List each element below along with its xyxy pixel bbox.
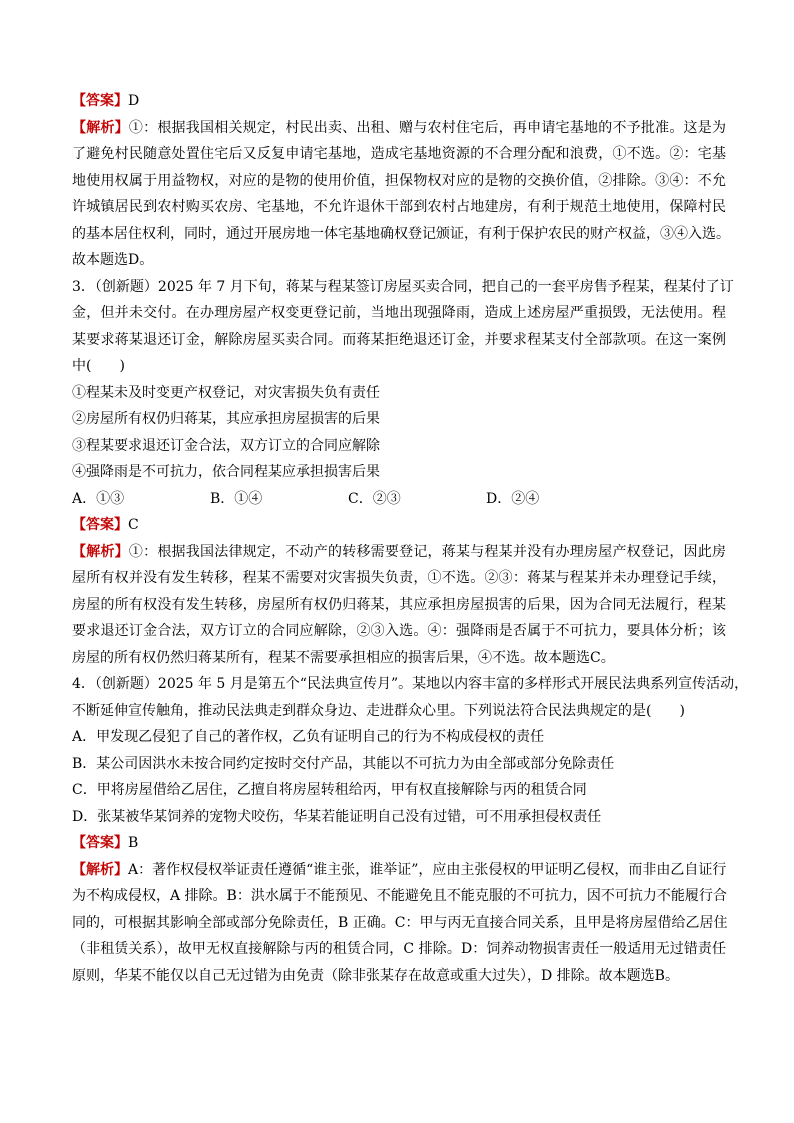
- q3-analysis-line: 房屋的所有权仍然归蒋某所有，程某不需要承担相应的损害后果，④不选。故本题选C。: [72, 649, 615, 666]
- q4-option-a: A．甲发现乙侵犯了自己的著作权，乙负有证明自己的行为不构成侵权的责任: [72, 729, 545, 745]
- q3-stem-line: 某要求蒋某退还订金，解除房屋买卖合同。而蒋某拒绝退还订金，并要求程某支付全部款项。在这一案例: [72, 331, 726, 348]
- q3-statement: ①程某未及时变更产权登记，对灾害损失负有责任: [72, 384, 380, 401]
- q3-statement: ④强降雨是不可抗力，依合同程某应承担损害后果: [72, 464, 380, 480]
- q2-analysis-line: 的基本居住权利，同时，通过开展房地一体宅基地确权登记颁证，有利于保护农民的财产权益，③④入选。: [72, 225, 730, 242]
- q2-analysis-line: 【解析】①：根据我国相关规定，村民出卖、出租、赠与农村住宅后，再申请宅基地的不予批准。这是为: [72, 119, 726, 136]
- q3-answer: 【答案】C: [72, 517, 139, 533]
- q3-statement: ③程某要求退还订金合法，双方订立的合同应解除: [72, 437, 380, 454]
- q2-answer: 【答案】D: [72, 93, 140, 109]
- q4-option-d: D．张某被华某饲养的宠物犬咬伤，华某若能证明自己没有过错，可不用承担侵权责任: [72, 808, 602, 825]
- q2-analysis-line: 故本题选D。: [72, 252, 154, 268]
- q2-analysis-line: 许城镇居民到农村购买农房、宅基地，不允许退休干部到农村占地建房，有利于规范土地使用，保障村民: [72, 199, 726, 215]
- q4-analysis-line: 【解析】A：著作权侵权举证责任遵循“谁主张，谁举证”，应由主张侵权的甲证明乙侵权，而非由乙自证行: [72, 861, 727, 878]
- q3-option-d: D．②④: [486, 490, 540, 507]
- q3-analysis-line: 房屋的所有权没有发生转移，房屋所有权仍归蒋某，其应承担房屋损害的后果，因为合同无法履行，程某: [72, 596, 726, 613]
- q4-stem-line: 4．（创新题）2025 年 5 月是第五个“民法典宣传月”。某地以内容丰富的多样形式开展民法典系列宣传活动，: [72, 676, 749, 692]
- q3-analysis-line: 要求退还订金合法，双方订立的合同应解除，②③入选。④：强降雨是否属于不可抗力，要具体分析；该: [72, 623, 726, 639]
- q2-analysis-line: 了避免村民随意处置住宅后又反复申请宅基地，造成宅基地资源的不合理分配和浪费，①不选。②：宅基: [72, 146, 726, 162]
- q2-analysis-line: 地使用权属于用益物权，对应的是物的使用价值，担保物权对应的是物的交换价值，②排除。③④：不允: [72, 172, 726, 189]
- q4-option-c: C．甲将房屋借给乙居住，乙擅自将房屋转租给丙，甲有权直接解除与丙的租赁合同: [72, 782, 587, 798]
- q4-analysis-line: 为不构成侵权，A 排除。B：洪水属于不能预见、不能避免且不能克服的不可抗力，因不可抗力不能履行合: [72, 888, 727, 904]
- q4-answer: 【答案】B: [72, 835, 139, 851]
- q4-option-b: B．某公司因洪水未按合同约定按时交付产品，其能以不可抗力为由全部或部分免除责任: [72, 755, 615, 772]
- q4-analysis-line: 同的，可根据其影响全部或部分免除责任，B 正确。C：甲与丙无直接合同关系，且甲是将房屋借给乙居住: [72, 914, 728, 931]
- q3-option-c: C．②③: [348, 490, 401, 507]
- q3-stem-line: 中( ): [72, 358, 125, 374]
- q3-option-b: B．①④: [210, 490, 263, 507]
- q4-stem-line: 不断延伸宣传触角，推动民法典走到群众身边、走进群众心里。下列说法符合民法典规定的是( ): [72, 702, 685, 719]
- q3-stem-line: 金，但并未交付。在办理房屋产权变更登记前，当地出现强降雨，造成上述房屋严重损毁，无法使用。程: [72, 305, 726, 321]
- q4-analysis-line: 原则，华某不能仅以自己无过错为由免责（除非张某存在故意或重大过失），D 排除。故本题选B。: [72, 967, 679, 984]
- q3-option-a: A．①③: [72, 490, 125, 507]
- q4-analysis-line: （非租赁关系），故甲无权直接解除与丙的租赁合同，C 排除。D：饲养动物损害责任一般适用无过错责任: [72, 941, 726, 957]
- page-content: [72, 88, 749, 989]
- q3-stem-line: 3．（创新题）2025 年 7 月下旬，蒋某与程某签订房屋买卖合同，把自己的一套平房售予程某，程某付了订: [72, 278, 734, 295]
- q3-options: [72, 486, 726, 513]
- q3-analysis-line: 【解析】①：根据我国法律规定，不动产的转移需要登记，蒋某与程某并没有办理房屋产权登记，因此房: [72, 543, 726, 560]
- q3-statement: ②房屋所有权仍归蒋某，其应承担房屋损害的后果: [72, 411, 380, 427]
- q3-analysis-line: 屋所有权并没有发生转移，程某不需要对灾害损失负责，①不选。②③：蒋某与程某并未办理登记手续，: [72, 570, 726, 586]
